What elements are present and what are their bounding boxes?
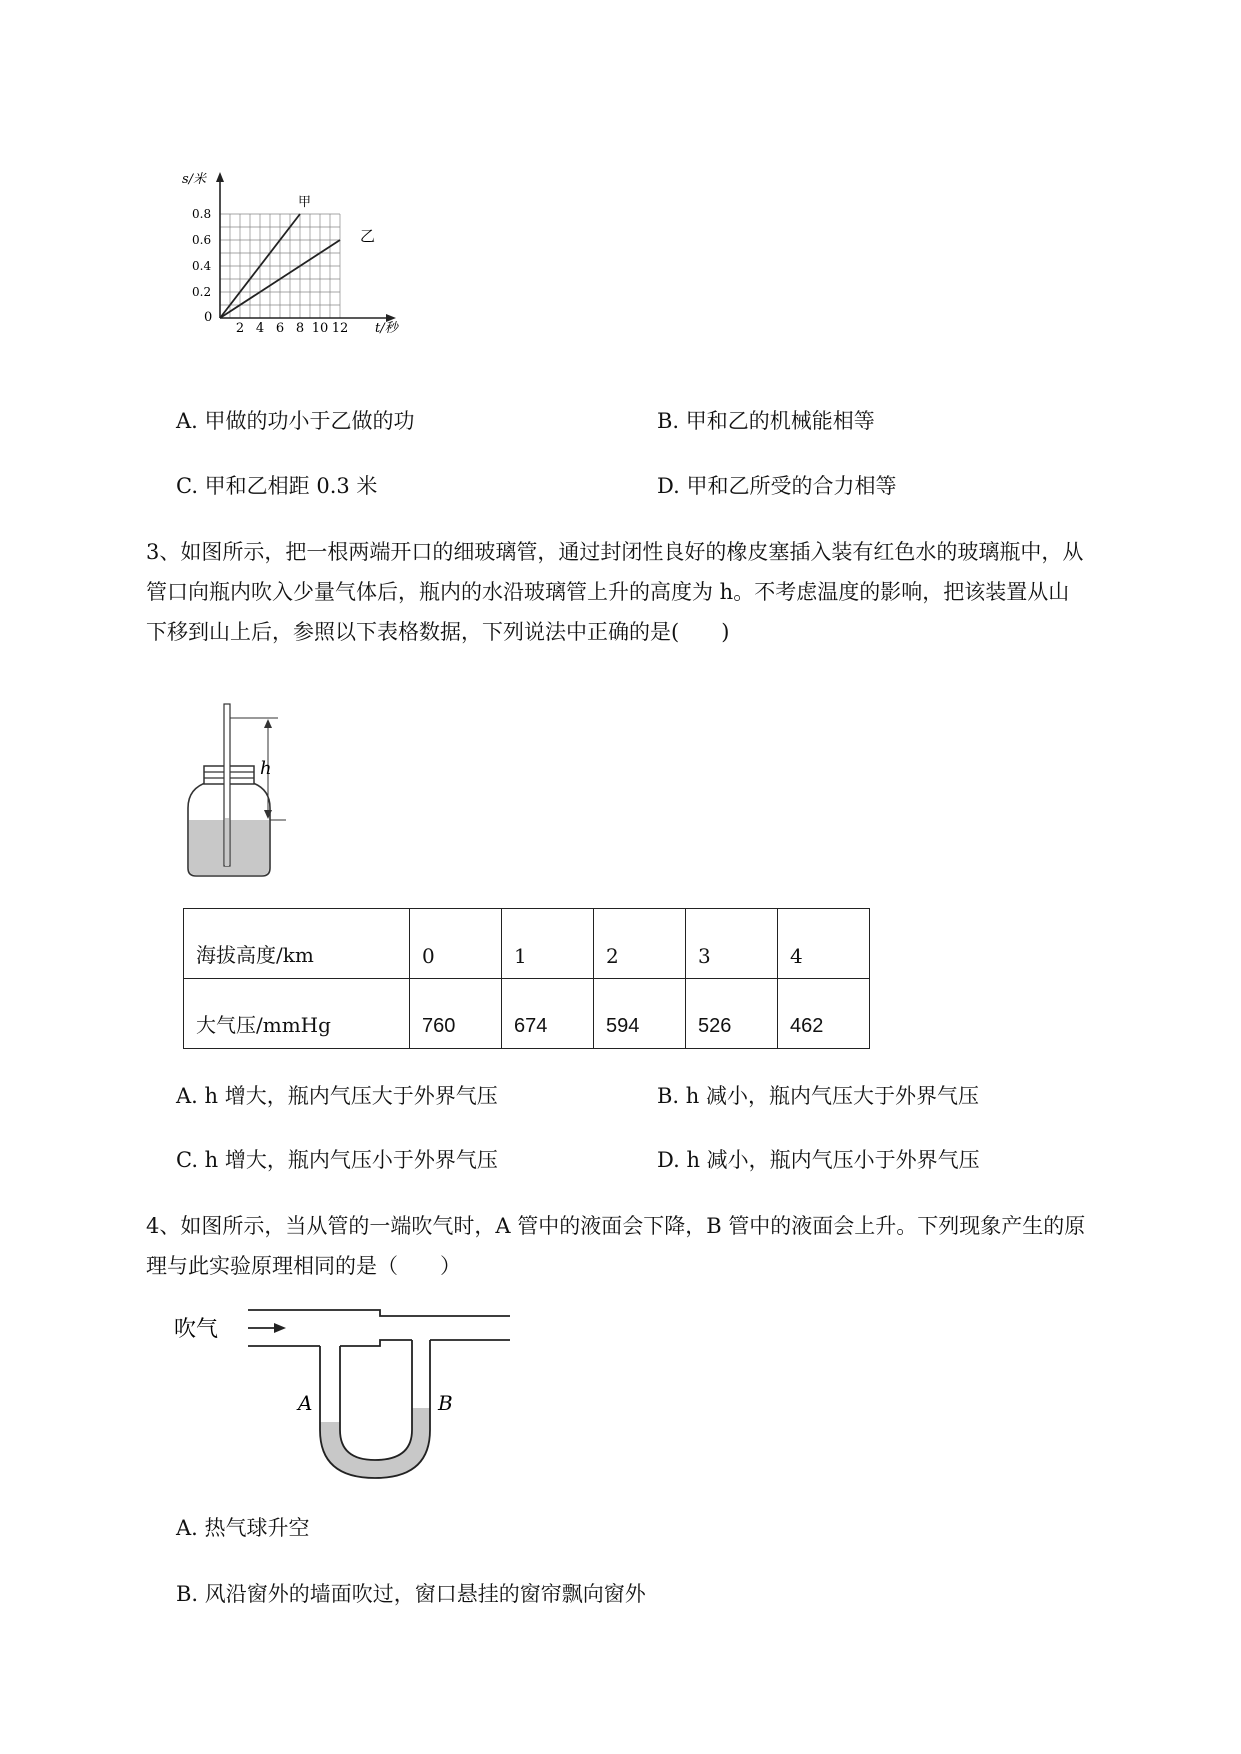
q4-question [146, 1206, 1146, 1286]
table-cell: 海拔高度/km [184, 909, 410, 979]
table-cell: 大气压/mmHg [184, 979, 410, 1049]
table-cell: 526 [686, 979, 778, 1049]
h-label: h [260, 758, 272, 779]
y-tick-label: 0.8 [192, 207, 212, 221]
st-graph [180, 170, 450, 340]
y-tick-label: 0.2 [192, 285, 212, 299]
q3-line-3: 下移到山上后，参照以下表格数据，下列说法中正确的是( ) [146, 620, 730, 644]
table-cell: 462 [778, 979, 870, 1049]
table-cell: 674 [502, 979, 594, 1049]
y-tick-label: 0.6 [192, 233, 212, 247]
table-cell: 760 [410, 979, 502, 1049]
table-row [184, 909, 870, 979]
y-axis-label: s/米 [182, 172, 207, 187]
y-axis-arrow [216, 172, 224, 182]
tube-a-label: A [298, 1391, 313, 1415]
table-cell: 3 [686, 909, 778, 979]
table-row [184, 979, 870, 1049]
u-tube-figure [170, 1302, 520, 1482]
table-cell: 1 [502, 909, 594, 979]
x-tick-label: 2 [235, 321, 245, 336]
blow-label: 吹气 [174, 1317, 219, 1342]
tube-b-label: B [438, 1391, 453, 1415]
q2-option-a[interactable]: A. 甲做的功小于乙做的功 [176, 409, 415, 433]
q3-question [146, 532, 1146, 652]
altitude-pressure-table [183, 908, 870, 1049]
line-jia-label: 甲 [298, 195, 312, 210]
table-cell: 4 [778, 909, 870, 979]
q3-option-d[interactable]: D. h 减小，瓶内气压小于外界气压 [657, 1148, 980, 1172]
horizontal-pipe [248, 1310, 510, 1346]
table-cell: 594 [594, 979, 686, 1049]
q2-option-c[interactable]: C. 甲和乙相距 0.3 米 [176, 474, 378, 498]
graph-grid [220, 214, 340, 318]
q4-option-a[interactable]: A. 热气球升空 [176, 1516, 310, 1540]
q4-line-1: 4、如图所示，当从管的一端吹气时，A 管中的液面会下降，B 管中的液面会上升。下列现象产生的原 [146, 1214, 1086, 1238]
table-cell: 0 [410, 909, 502, 979]
q4-option-b[interactable]: B. 风沿窗外的墙面吹过，窗口悬挂的窗帘飘向窗外 [176, 1582, 646, 1606]
origin-label: 0 [204, 310, 213, 325]
x-tick-label: 10 [311, 321, 329, 336]
bottle-figure [186, 700, 296, 880]
q2-option-d[interactable]: D. 甲和乙所受的合力相等 [657, 474, 897, 498]
x-axis-label: t/秒 [375, 321, 398, 336]
y-tick-label: 0.4 [192, 259, 212, 273]
table-cell: 2 [594, 909, 686, 979]
tube-water-column [225, 818, 229, 866]
q2-option-b[interactable]: B. 甲和乙的机械能相等 [657, 409, 875, 433]
x-tick-label: 6 [275, 321, 285, 336]
q3-option-b[interactable]: B. h 减小，瓶内气压大于外界气压 [657, 1084, 979, 1108]
x-tick-label: 4 [255, 321, 265, 336]
q3-line-1: 3、如图所示，把一根两端开口的细玻璃管，通过封闭性良好的橡皮塞插入装有红色水的玻璃瓶中，从 [146, 540, 1084, 564]
line-yi-label: 乙 [360, 227, 376, 245]
q3-option-c[interactable]: C. h 增大，瓶内气压小于外界气压 [176, 1148, 498, 1172]
q4-line-2: 理与此实验原理相同的是（ ） [146, 1254, 461, 1278]
x-tick-label: 12 [331, 321, 349, 336]
blow-arrow-head [274, 1323, 286, 1333]
q3-line-2: 管口向瓶内吹入少量气体后，瓶内的水沿玻璃管上升的高度为 h。不考虑温度的影响，把该装置从山 [146, 580, 1070, 604]
h-arrow-top [264, 719, 272, 728]
x-tick-label: 8 [295, 321, 305, 336]
q3-option-a[interactable]: A. h 增大，瓶内气压大于外界气压 [176, 1084, 498, 1108]
